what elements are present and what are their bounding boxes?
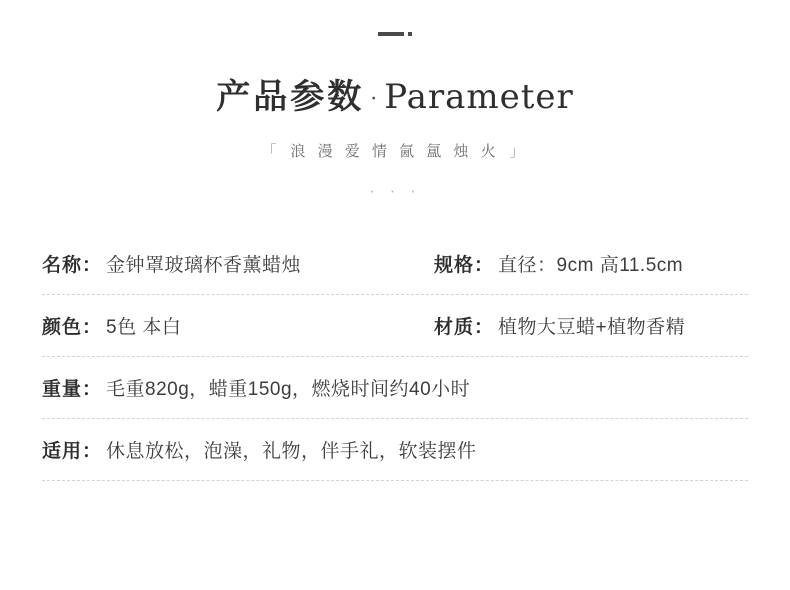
spec-cell-name — [42, 250, 434, 277]
table-row — [42, 419, 748, 481]
spec-label: 名称： — [42, 255, 103, 276]
spec-value: 金钟罩玻璃杯香薰蜡烛 — [106, 255, 302, 276]
top-decoration — [0, 0, 790, 42]
dot-icon — [408, 32, 412, 36]
spec-cell-material — [434, 312, 748, 339]
spec-label: 颜色： — [42, 317, 103, 338]
spec-table — [42, 233, 748, 481]
table-row — [42, 233, 748, 295]
spec-label: 适用： — [42, 441, 103, 462]
spec-value: 直径：9cm 高11.5cm — [498, 255, 684, 276]
page-title-en: Parameter — [384, 77, 574, 117]
spec-value: 毛重820g，蜡重150g，燃烧时间约40小时 — [106, 379, 471, 400]
table-row — [42, 295, 748, 357]
spec-cell-color — [42, 312, 434, 339]
spec-value: 休息放松，泡澡，礼物，伴手礼，软装摆件 — [106, 441, 477, 462]
subtitle-text: 浪 漫 爱 情 氤 氲 烛 火 — [290, 143, 500, 160]
subtitle-close-bracket: 」 — [509, 143, 529, 160]
table-row — [42, 357, 748, 419]
page-title-cn: 产品参数 — [216, 78, 365, 116]
spec-label: 材质： — [434, 317, 495, 338]
spec-label: 重量： — [42, 379, 103, 400]
spec-value: 植物大豆蜡+植物香精 — [498, 317, 686, 338]
subtitle-open-bracket: 「 — [261, 143, 281, 160]
spec-cell-size — [434, 250, 748, 277]
page-subtitle — [0, 140, 790, 161]
spec-cell-weight — [42, 374, 748, 401]
page-title-separator: · — [370, 86, 379, 112]
page-title — [0, 69, 790, 118]
ellipsis-decoration: · · · — [369, 181, 421, 200]
spec-cell-usage — [42, 436, 748, 463]
spec-label: 规格： — [434, 255, 495, 276]
spec-value: 5色 本白 — [106, 317, 182, 338]
dash-icon — [378, 32, 404, 36]
